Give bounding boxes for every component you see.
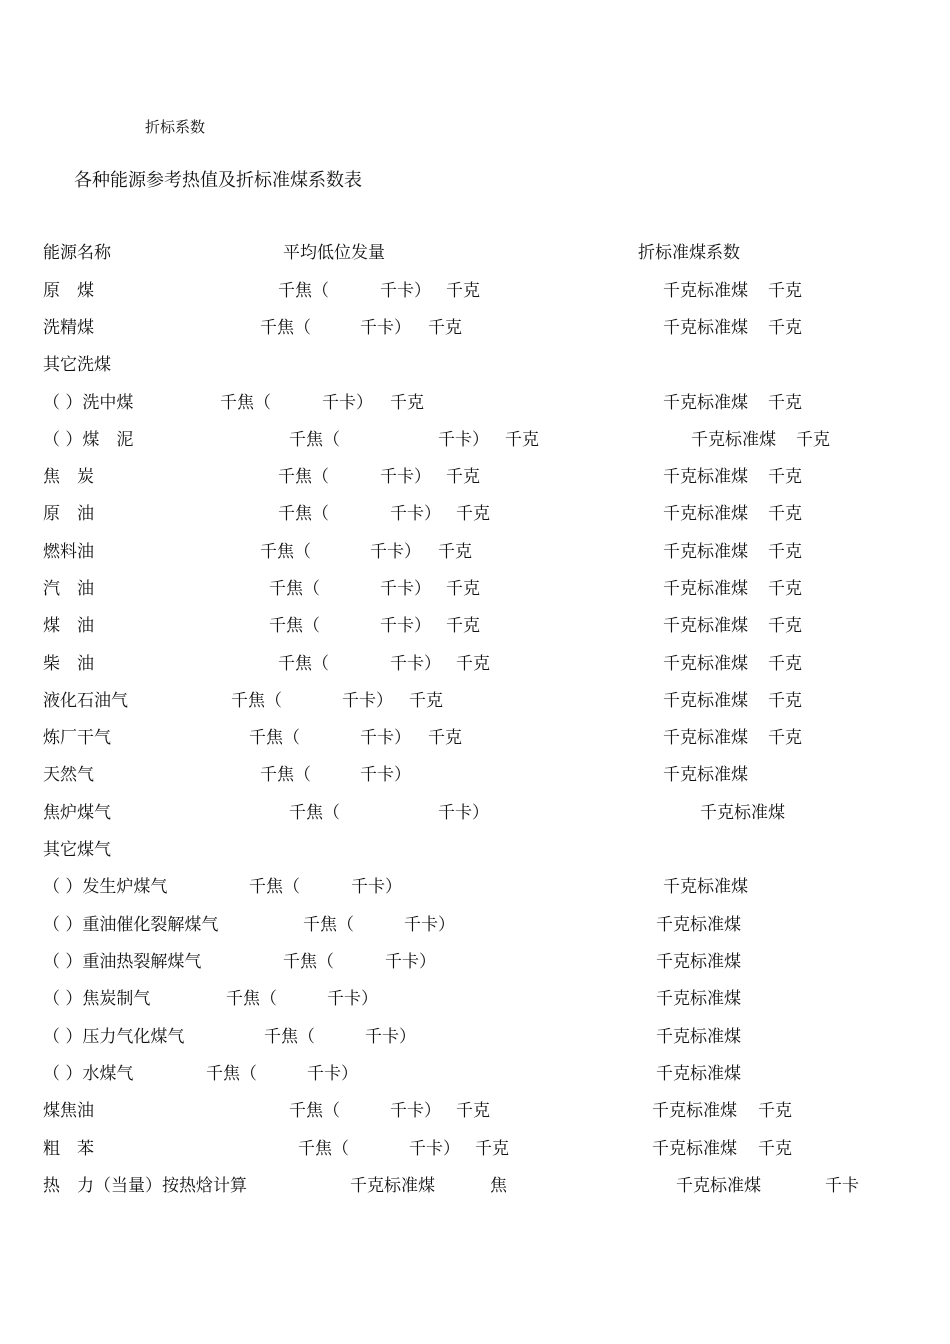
row-name: 煤焦油 — [43, 1101, 94, 1121]
row-heat-kj: 千焦（ — [278, 654, 329, 674]
row-heat-kcal: 千卡） — [380, 616, 431, 636]
row-heat-kcal: 千卡） — [360, 318, 411, 338]
row-heat-kcal: 千卡） — [342, 691, 393, 711]
row-coef-per: 千克 — [768, 281, 802, 301]
row-coef-per: 千克 — [796, 430, 830, 450]
row-coef-per: 千克 — [758, 1139, 792, 1159]
row-heat-kj: 千焦（ — [231, 691, 282, 711]
row-heat-kcal: 千卡） — [370, 542, 421, 562]
row-coef-unit: 千克标准煤 — [663, 765, 748, 785]
row-name: （ ）压力气化煤气 — [43, 1027, 185, 1047]
row-heat-kcal: 焦 — [490, 1176, 507, 1196]
row-heat-kj: 千焦（ — [289, 803, 340, 823]
row-coef-unit: 千克标准煤 — [656, 952, 741, 972]
row-heat-kcal: 千卡） — [307, 1064, 358, 1084]
row-heat-kj: 千焦（ — [260, 765, 311, 785]
column-header-heat: 平均低位发量 — [283, 243, 385, 263]
row-name: 柴 油 — [43, 654, 94, 674]
row-coef-unit: 千克标准煤 — [663, 393, 748, 413]
row-coef-unit: 千克标准煤 — [676, 1176, 761, 1196]
row-unit: 千克 — [390, 393, 424, 413]
row-heat-kj: 千焦（ — [206, 1064, 257, 1084]
row-coef-unit: 千克标准煤 — [691, 430, 776, 450]
row-heat-kj: 千焦（ — [249, 877, 300, 897]
row-coef-per: 千克 — [768, 654, 802, 674]
column-header-name: 能源名称 — [43, 243, 111, 263]
row-heat-kcal: 千卡） — [404, 915, 455, 935]
row-name: 原 煤 — [43, 281, 94, 301]
row-name: 焦 炭 — [43, 467, 94, 487]
row-heat-kcal: 千卡） — [322, 393, 373, 413]
row-coef-per: 千克 — [768, 318, 802, 338]
row-unit: 千克 — [446, 467, 480, 487]
row-coef-per: 千克 — [768, 728, 802, 748]
row-heat-kj: 千焦（ — [278, 281, 329, 301]
row-coef-unit: 千克标准煤 — [663, 654, 748, 674]
row-coef-unit: 千克标准煤 — [663, 877, 748, 897]
row-heat-kcal: 千卡） — [360, 728, 411, 748]
row-unit: 千克 — [456, 1101, 490, 1121]
row-heat-kcal: 千卡） — [390, 504, 441, 524]
row-unit: 千克 — [505, 430, 539, 450]
row-name: 原 油 — [43, 504, 94, 524]
row-heat-kj: 千焦（ — [298, 1139, 349, 1159]
row-coef-per: 千克 — [758, 1101, 792, 1121]
row-heat-kj: 千焦（ — [283, 952, 334, 972]
row-heat-kcal: 千卡） — [380, 281, 431, 301]
row-coef-unit: 千克标准煤 — [663, 728, 748, 748]
row-coef-unit: 千克标准煤 — [656, 915, 741, 935]
row-coef-per: 千克 — [768, 691, 802, 711]
row-heat-kj: 千克标准煤 — [350, 1176, 435, 1196]
row-coef-unit: 千克标准煤 — [663, 504, 748, 524]
row-heat-kj: 千焦（ — [269, 616, 320, 636]
row-coef-unit: 千克标准煤 — [663, 281, 748, 301]
row-coef-per: 千克 — [768, 504, 802, 524]
row-heat-kcal: 千卡） — [438, 803, 489, 823]
row-heat-kj: 千焦（ — [278, 467, 329, 487]
row-name: 洗精煤 — [43, 318, 94, 338]
row-heat-kcal: 千卡） — [409, 1139, 460, 1159]
row-coef-unit: 千克标准煤 — [656, 1027, 741, 1047]
row-name: （ ）煤 泥 — [43, 430, 134, 450]
row-heat-kj: 千焦（ — [264, 1027, 315, 1047]
row-name: 热 力（当量）按热焓计算 — [43, 1176, 247, 1196]
row-coef-unit: 千克标准煤 — [663, 542, 748, 562]
row-unit: 千克 — [438, 542, 472, 562]
row-unit: 千克 — [456, 654, 490, 674]
row-heat-kcal: 千卡） — [360, 765, 411, 785]
row-name: 煤 油 — [43, 616, 94, 636]
row-coef-per: 千克 — [768, 542, 802, 562]
row-name: 焦炉煤气 — [43, 803, 111, 823]
row-heat-kcal: 千卡） — [390, 654, 441, 674]
row-heat-kj: 千焦（ — [289, 1101, 340, 1121]
row-unit: 千克 — [446, 616, 480, 636]
page-title: 各种能源参考热值及折标准煤系数表 — [74, 170, 362, 191]
row-coef-per: 千卡 — [825, 1176, 859, 1196]
row-heat-kj: 千焦（ — [260, 318, 311, 338]
row-heat-kj: 千焦（ — [269, 579, 320, 599]
row-heat-kj: 千焦（ — [289, 430, 340, 450]
row-name: （ ）水煤气 — [43, 1064, 134, 1084]
header-label: 折标系数 — [145, 118, 206, 136]
row-coef-unit: 千克标准煤 — [656, 1064, 741, 1084]
row-heat-kcal: 千卡） — [385, 952, 436, 972]
row-name: （ ）洗中煤 — [43, 393, 134, 413]
column-header-coef: 折标准煤系数 — [638, 243, 740, 263]
row-coef-unit: 千克标准煤 — [663, 467, 748, 487]
row-heat-kj: 千焦（ — [220, 393, 271, 413]
row-name: 粗 苯 — [43, 1139, 94, 1159]
row-heat-kcal: 千卡） — [438, 430, 489, 450]
row-coef-unit: 千克标准煤 — [663, 616, 748, 636]
row-coef-per: 千克 — [768, 579, 802, 599]
row-coef-unit: 千克标准煤 — [663, 691, 748, 711]
row-name: （ ）重油催化裂解煤气 — [43, 915, 219, 935]
row-heat-kj: 千焦（ — [278, 504, 329, 524]
row-unit: 千克 — [428, 728, 462, 748]
row-heat-kcal: 千卡） — [380, 579, 431, 599]
row-name: 其它洗煤 — [43, 355, 111, 375]
row-heat-kj: 千焦（ — [260, 542, 311, 562]
row-coef-unit: 千克标准煤 — [652, 1101, 737, 1121]
row-coef-per: 千克 — [768, 393, 802, 413]
row-unit: 千克 — [475, 1139, 509, 1159]
row-name: 炼厂干气 — [43, 728, 111, 748]
row-heat-kcal: 千卡） — [327, 989, 378, 1009]
row-heat-kj: 千焦（ — [303, 915, 354, 935]
row-unit: 千克 — [446, 579, 480, 599]
row-name: 汽 油 — [43, 579, 94, 599]
row-name: 天然气 — [43, 765, 94, 785]
row-heat-kcal: 千卡） — [365, 1027, 416, 1047]
row-heat-kj: 千焦（ — [249, 728, 300, 748]
row-coef-unit: 千克标准煤 — [652, 1139, 737, 1159]
row-heat-kcal: 千卡） — [351, 877, 402, 897]
row-heat-kj: 千焦（ — [226, 989, 277, 1009]
row-name: （ ）焦炭制气 — [43, 989, 151, 1009]
row-name: 其它煤气 — [43, 840, 111, 860]
row-name: （ ）重油热裂解煤气 — [43, 952, 202, 972]
row-coef-unit: 千克标准煤 — [663, 579, 748, 599]
row-name: 燃料油 — [43, 542, 94, 562]
row-heat-kcal: 千卡） — [380, 467, 431, 487]
row-coef-per: 千克 — [768, 616, 802, 636]
row-unit: 千克 — [409, 691, 443, 711]
row-name: 液化石油气 — [43, 691, 128, 711]
row-coef-per: 千克 — [768, 467, 802, 487]
row-coef-unit: 千克标准煤 — [700, 803, 785, 823]
row-unit: 千克 — [446, 281, 480, 301]
row-coef-unit: 千克标准煤 — [656, 989, 741, 1009]
row-heat-kcal: 千卡） — [390, 1101, 441, 1121]
row-coef-unit: 千克标准煤 — [663, 318, 748, 338]
row-unit: 千克 — [456, 504, 490, 524]
row-name: （ ）发生炉煤气 — [43, 877, 168, 897]
row-unit: 千克 — [428, 318, 462, 338]
